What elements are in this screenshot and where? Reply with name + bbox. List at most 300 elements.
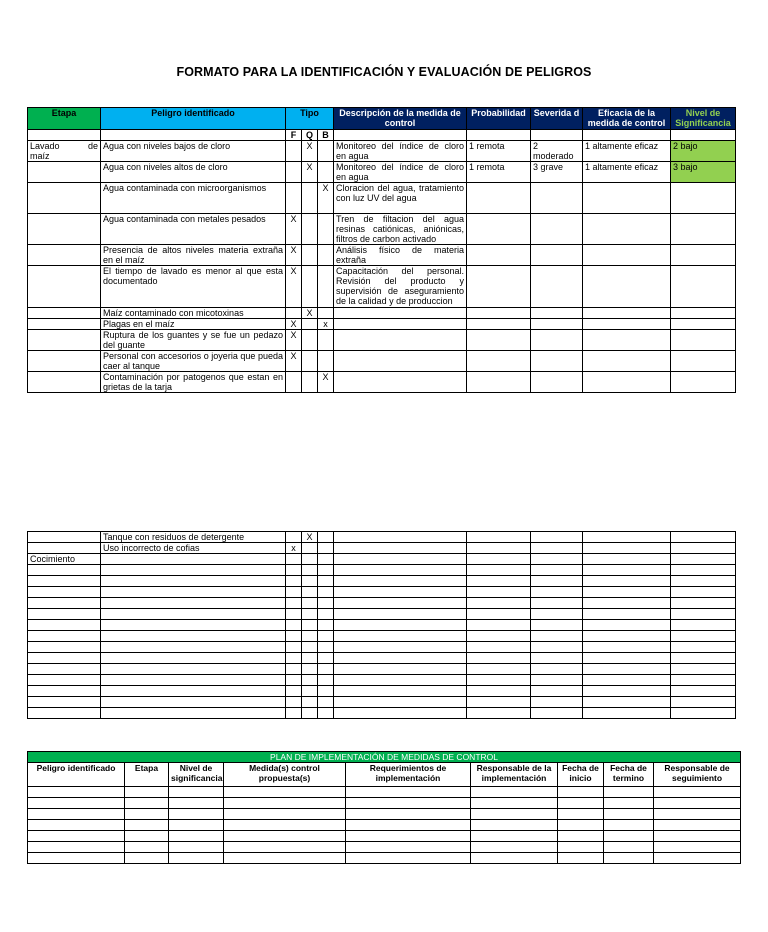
empty-cell bbox=[471, 831, 558, 842]
peligro-cell: Uso incorrecto de cofias bbox=[101, 543, 286, 554]
plan-header-cell: Requerimientos de implementación bbox=[346, 763, 471, 787]
empty-cell bbox=[467, 130, 531, 141]
eficacia-cell bbox=[583, 245, 671, 266]
empty-cell bbox=[28, 653, 101, 664]
empty-cell bbox=[101, 708, 286, 719]
empty-cell bbox=[302, 642, 318, 653]
empty-cell bbox=[28, 587, 101, 598]
implementation-plan-table bbox=[27, 751, 741, 864]
empty-cell bbox=[302, 653, 318, 664]
empty-cell bbox=[583, 620, 671, 631]
nivel-cell: 3 bajo bbox=[671, 162, 736, 183]
tipo-b-cell bbox=[318, 351, 334, 372]
table-row bbox=[28, 853, 741, 864]
tipo-q-cell bbox=[302, 214, 318, 245]
empty-cell bbox=[583, 686, 671, 697]
empty-cell bbox=[101, 554, 286, 565]
empty-cell bbox=[101, 675, 286, 686]
empty-cell bbox=[101, 130, 286, 141]
peligro-cell: Plagas en el maíz bbox=[101, 319, 286, 330]
empty-cell bbox=[28, 675, 101, 686]
tipo-f-cell: X bbox=[286, 266, 302, 308]
empty-cell bbox=[101, 598, 286, 609]
empty-cell bbox=[318, 653, 334, 664]
empty-cell bbox=[671, 631, 736, 642]
empty-cell bbox=[334, 653, 467, 664]
probabilidad-cell bbox=[467, 308, 531, 319]
empty-cell bbox=[531, 554, 583, 565]
empty-cell bbox=[334, 130, 467, 141]
empty-cell bbox=[28, 809, 125, 820]
empty-cell bbox=[583, 576, 671, 587]
empty-cell bbox=[671, 543, 736, 554]
probabilidad-cell bbox=[467, 319, 531, 330]
tipo-q-cell bbox=[302, 372, 318, 393]
empty-cell bbox=[286, 598, 302, 609]
etapa-cell bbox=[28, 162, 101, 183]
empty-cell bbox=[302, 620, 318, 631]
table-row bbox=[28, 664, 736, 675]
empty-cell bbox=[286, 675, 302, 686]
tipo-f-cell bbox=[286, 532, 302, 543]
empty-cell bbox=[531, 576, 583, 587]
eficacia-cell: 1 altamente eficaz bbox=[583, 141, 671, 162]
empty-cell bbox=[346, 798, 471, 809]
empty-cell bbox=[583, 642, 671, 653]
empty-cell bbox=[583, 130, 671, 141]
tipo-b-cell bbox=[318, 162, 334, 183]
empty-cell bbox=[671, 532, 736, 543]
empty-cell bbox=[318, 664, 334, 675]
etapa-cell bbox=[28, 319, 101, 330]
empty-cell bbox=[169, 831, 224, 842]
descripcion-cell bbox=[334, 372, 467, 393]
empty-cell bbox=[467, 532, 531, 543]
empty-cell bbox=[467, 642, 531, 653]
table-row bbox=[28, 697, 736, 708]
empty-cell bbox=[318, 565, 334, 576]
empty-cell bbox=[531, 697, 583, 708]
empty-cell bbox=[467, 664, 531, 675]
tipo-f-cell bbox=[286, 141, 302, 162]
empty-cell bbox=[169, 798, 224, 809]
empty-cell bbox=[671, 598, 736, 609]
empty-cell bbox=[318, 576, 334, 587]
empty-cell bbox=[531, 664, 583, 675]
tipo-f-cell bbox=[286, 372, 302, 393]
plan-header-cell: Peligro identificado bbox=[28, 763, 125, 787]
table-row bbox=[28, 554, 736, 565]
empty-cell bbox=[334, 675, 467, 686]
plan-header-cell: Responsable de seguimiento bbox=[654, 763, 741, 787]
empty-cell bbox=[334, 642, 467, 653]
tipo-b-cell bbox=[318, 532, 334, 543]
probabilidad-cell bbox=[467, 266, 531, 308]
page-title: FORMATO PARA LA IDENTIFICACIÓN Y EVALUACIÓN DE PELIGROS bbox=[176, 65, 592, 79]
table-row bbox=[28, 351, 736, 372]
etapa-cell bbox=[28, 351, 101, 372]
empty-cell bbox=[318, 642, 334, 653]
empty-cell bbox=[101, 664, 286, 675]
table-row bbox=[28, 631, 736, 642]
probabilidad-cell bbox=[467, 330, 531, 351]
empty-cell bbox=[531, 532, 583, 543]
empty-cell bbox=[654, 820, 741, 831]
tipo-f-cell: X bbox=[286, 351, 302, 372]
empty-cell bbox=[101, 653, 286, 664]
empty-cell bbox=[28, 853, 125, 864]
empty-cell bbox=[583, 697, 671, 708]
empty-cell bbox=[531, 653, 583, 664]
empty-cell bbox=[286, 664, 302, 675]
empty-cell bbox=[302, 609, 318, 620]
empty-cell bbox=[583, 565, 671, 576]
severidad-cell bbox=[531, 245, 583, 266]
empty-cell bbox=[101, 609, 286, 620]
empty-cell bbox=[334, 697, 467, 708]
etapa-cell bbox=[28, 245, 101, 266]
empty-cell bbox=[671, 686, 736, 697]
descripcion-cell: Análisis físico de materia extraña bbox=[334, 245, 467, 266]
etapa-cell bbox=[28, 330, 101, 351]
empty-cell bbox=[28, 787, 125, 798]
empty-cell bbox=[28, 576, 101, 587]
empty-cell bbox=[101, 642, 286, 653]
peligro-cell: Personal con accesorios o joyeria que pueda caer al tanque bbox=[101, 351, 286, 372]
table-row bbox=[28, 576, 736, 587]
empty-cell bbox=[471, 809, 558, 820]
empty-cell bbox=[101, 587, 286, 598]
header-peligro: Peligro identificado bbox=[101, 108, 286, 130]
empty-cell bbox=[558, 820, 604, 831]
empty-cell bbox=[583, 554, 671, 565]
empty-cell bbox=[28, 598, 101, 609]
empty-cell bbox=[302, 631, 318, 642]
tipo-f-cell: x bbox=[286, 543, 302, 554]
empty-cell bbox=[334, 576, 467, 587]
empty-cell bbox=[334, 532, 467, 543]
empty-cell bbox=[286, 686, 302, 697]
table-row bbox=[28, 565, 736, 576]
empty-cell bbox=[583, 598, 671, 609]
empty-cell bbox=[531, 587, 583, 598]
header-etapa: Etapa bbox=[28, 108, 101, 130]
etapa-cell bbox=[28, 532, 101, 543]
nivel-cell: 2 bajo bbox=[671, 141, 736, 162]
eficacia-cell bbox=[583, 214, 671, 245]
empty-cell bbox=[467, 686, 531, 697]
descripcion-cell bbox=[334, 319, 467, 330]
empty-cell bbox=[654, 787, 741, 798]
tipo-q-cell: X bbox=[302, 308, 318, 319]
empty-cell bbox=[346, 853, 471, 864]
severidad-cell: 3 grave bbox=[531, 162, 583, 183]
descripcion-cell: Monitoreo del índice de cloro en agua bbox=[334, 162, 467, 183]
empty-cell bbox=[286, 587, 302, 598]
empty-cell bbox=[583, 543, 671, 554]
tipo-b-cell bbox=[318, 543, 334, 554]
etapa-cell bbox=[28, 372, 101, 393]
empty-cell bbox=[671, 675, 736, 686]
empty-cell bbox=[318, 686, 334, 697]
tipo-q-cell: X bbox=[302, 532, 318, 543]
empty-cell bbox=[671, 620, 736, 631]
tipo-f-cell: X bbox=[286, 214, 302, 245]
empty-cell bbox=[286, 708, 302, 719]
empty-cell bbox=[558, 842, 604, 853]
empty-cell bbox=[101, 576, 286, 587]
hazard-table-continued bbox=[27, 531, 736, 719]
table-row bbox=[28, 620, 736, 631]
empty-cell bbox=[286, 642, 302, 653]
empty-cell bbox=[286, 565, 302, 576]
table-row bbox=[28, 598, 736, 609]
empty-cell bbox=[169, 853, 224, 864]
probabilidad-cell bbox=[467, 183, 531, 214]
empty-cell bbox=[471, 820, 558, 831]
plan-header-cell: Responsable de la implementación bbox=[471, 763, 558, 787]
tipo-b-cell: X bbox=[318, 372, 334, 393]
probabilidad-cell: 1 remota bbox=[467, 141, 531, 162]
etapa-cell bbox=[28, 141, 101, 162]
empty-cell bbox=[286, 697, 302, 708]
empty-cell bbox=[318, 708, 334, 719]
peligro-cell: El tiempo de lavado es menor al que esta documentado bbox=[101, 266, 286, 308]
plan-header-cell: Nivel de significancia bbox=[169, 763, 224, 787]
empty-cell bbox=[28, 842, 125, 853]
empty-cell bbox=[604, 820, 654, 831]
tipo-f-cell bbox=[286, 162, 302, 183]
empty-cell bbox=[28, 798, 125, 809]
empty-cell bbox=[302, 554, 318, 565]
empty-cell bbox=[318, 697, 334, 708]
empty-cell bbox=[286, 554, 302, 565]
peligro-cell: Presencia de altos niveles materia extraña en el maíz bbox=[101, 245, 286, 266]
probabilidad-cell: 1 remota bbox=[467, 162, 531, 183]
tipo-q-label: Q bbox=[302, 130, 318, 141]
empty-cell bbox=[224, 820, 346, 831]
table-row bbox=[28, 798, 741, 809]
empty-cell bbox=[467, 631, 531, 642]
empty-cell bbox=[28, 831, 125, 842]
empty-cell bbox=[583, 664, 671, 675]
eficacia-cell bbox=[583, 183, 671, 214]
empty-cell bbox=[467, 598, 531, 609]
empty-cell bbox=[28, 820, 125, 831]
empty-cell bbox=[28, 620, 101, 631]
tipo-b-label: B bbox=[318, 130, 334, 141]
hazard-table bbox=[27, 107, 736, 393]
severidad-cell bbox=[531, 330, 583, 351]
empty-cell bbox=[302, 708, 318, 719]
empty-cell bbox=[334, 554, 467, 565]
empty-cell bbox=[224, 842, 346, 853]
peligro-cell: Maíz contaminado con micotoxinas bbox=[101, 308, 286, 319]
empty-cell bbox=[169, 787, 224, 798]
empty-cell bbox=[125, 820, 169, 831]
empty-cell bbox=[125, 831, 169, 842]
empty-cell bbox=[318, 587, 334, 598]
tipo-f-cell bbox=[286, 308, 302, 319]
table-row bbox=[28, 587, 736, 598]
eficacia-cell bbox=[583, 351, 671, 372]
tipo-b-cell bbox=[318, 245, 334, 266]
empty-cell bbox=[531, 130, 583, 141]
tipo-q-cell bbox=[302, 543, 318, 554]
etapa-cell bbox=[28, 308, 101, 319]
probabilidad-cell bbox=[467, 245, 531, 266]
empty-cell bbox=[28, 664, 101, 675]
empty-cell bbox=[671, 565, 736, 576]
empty-cell bbox=[28, 708, 101, 719]
tipo-f-cell bbox=[286, 183, 302, 214]
empty-cell bbox=[531, 609, 583, 620]
empty-cell bbox=[467, 708, 531, 719]
empty-cell bbox=[346, 831, 471, 842]
tipo-f-cell: X bbox=[286, 330, 302, 351]
empty-cell bbox=[125, 853, 169, 864]
table-row bbox=[28, 183, 736, 214]
table-row bbox=[28, 245, 736, 266]
empty-cell bbox=[467, 620, 531, 631]
header-descripcion: Descripción de la medida de control bbox=[334, 108, 467, 130]
empty-cell bbox=[334, 708, 467, 719]
empty-cell bbox=[101, 697, 286, 708]
empty-cell bbox=[224, 853, 346, 864]
empty-cell bbox=[471, 842, 558, 853]
empty-cell bbox=[604, 853, 654, 864]
peligro-cell: Agua con niveles bajos de cloro bbox=[101, 141, 286, 162]
empty-cell bbox=[302, 576, 318, 587]
empty-cell bbox=[671, 554, 736, 565]
plan-header-cell: Medida(s) control propuesta(s) bbox=[224, 763, 346, 787]
table-row bbox=[28, 842, 741, 853]
tipo-q-cell bbox=[302, 266, 318, 308]
table-row bbox=[28, 162, 736, 183]
table-row bbox=[28, 708, 736, 719]
header-severidad: Severida d bbox=[531, 108, 583, 130]
eficacia-cell bbox=[583, 266, 671, 308]
empty-cell bbox=[224, 831, 346, 842]
tipo-b-cell bbox=[318, 308, 334, 319]
empty-cell bbox=[286, 576, 302, 587]
header-probabilidad: Probabilidad bbox=[467, 108, 531, 130]
empty-cell bbox=[531, 620, 583, 631]
header-tipo: Tipo bbox=[286, 108, 334, 130]
empty-cell bbox=[531, 708, 583, 719]
severidad-cell bbox=[531, 351, 583, 372]
etapa-text: Lavado bbox=[30, 141, 60, 151]
empty-cell bbox=[604, 842, 654, 853]
empty-cell bbox=[224, 787, 346, 798]
empty-cell bbox=[671, 697, 736, 708]
empty-cell bbox=[531, 686, 583, 697]
empty-cell bbox=[101, 565, 286, 576]
table-row bbox=[28, 675, 736, 686]
empty-cell bbox=[302, 587, 318, 598]
empty-cell bbox=[334, 609, 467, 620]
empty-cell bbox=[583, 587, 671, 598]
nivel-cell bbox=[671, 308, 736, 319]
tipo-f-cell: X bbox=[286, 245, 302, 266]
empty-cell bbox=[286, 653, 302, 664]
empty-cell bbox=[334, 664, 467, 675]
nivel-cell bbox=[671, 319, 736, 330]
empty-cell bbox=[28, 609, 101, 620]
plan-header-cell: Fecha de inicio bbox=[558, 763, 604, 787]
empty-cell bbox=[318, 620, 334, 631]
empty-cell bbox=[346, 809, 471, 820]
empty-cell bbox=[671, 130, 736, 141]
peligro-cell: Contaminación por patogenos que estan en grietas de la tarja bbox=[101, 372, 286, 393]
empty-cell bbox=[346, 820, 471, 831]
table-row bbox=[28, 319, 736, 330]
empty-cell bbox=[467, 587, 531, 598]
tipo-b-cell bbox=[318, 141, 334, 162]
eficacia-cell bbox=[583, 330, 671, 351]
probabilidad-cell bbox=[467, 351, 531, 372]
severidad-cell bbox=[531, 214, 583, 245]
empty-cell bbox=[318, 675, 334, 686]
table-row bbox=[28, 372, 736, 393]
table-row bbox=[28, 609, 736, 620]
descripcion-cell: Cloracion del agua, tratamiento con luz UV del agua bbox=[334, 183, 467, 214]
tipo-q-cell bbox=[302, 330, 318, 351]
header-nivel: Nivel de Significancia bbox=[671, 108, 736, 130]
table-row bbox=[28, 831, 741, 842]
severidad-cell bbox=[531, 319, 583, 330]
peligro-cell: Agua contaminada con microorganismos bbox=[101, 183, 286, 214]
empty-cell bbox=[671, 642, 736, 653]
empty-cell bbox=[531, 565, 583, 576]
etapa-cell bbox=[28, 183, 101, 214]
empty-cell bbox=[467, 543, 531, 554]
hazard-table-body bbox=[28, 141, 736, 393]
empty-cell bbox=[654, 853, 741, 864]
etapa-cell bbox=[28, 214, 101, 245]
table-row bbox=[28, 330, 736, 351]
nivel-cell bbox=[671, 351, 736, 372]
empty-cell bbox=[224, 798, 346, 809]
empty-cell bbox=[654, 809, 741, 820]
empty-cell bbox=[467, 576, 531, 587]
tipo-q-cell bbox=[302, 183, 318, 214]
nivel-cell bbox=[671, 183, 736, 214]
empty-cell bbox=[28, 642, 101, 653]
empty-cell bbox=[467, 554, 531, 565]
eficacia-cell bbox=[583, 372, 671, 393]
empty-cell bbox=[671, 609, 736, 620]
descripcion-cell bbox=[334, 330, 467, 351]
tipo-b-cell: X bbox=[318, 183, 334, 214]
empty-cell bbox=[467, 609, 531, 620]
empty-cell bbox=[671, 653, 736, 664]
plan-header-cell: Fecha de termino bbox=[604, 763, 654, 787]
etapa-cell bbox=[28, 543, 101, 554]
table-row bbox=[28, 653, 736, 664]
tipo-f-cell: X bbox=[286, 319, 302, 330]
empty-cell bbox=[671, 576, 736, 587]
tipo-q-cell bbox=[302, 319, 318, 330]
descripcion-cell: Tren de filtacion del agua resinas catiónicas, aniónicas, filtros de carbon activado bbox=[334, 214, 467, 245]
nivel-cell bbox=[671, 330, 736, 351]
empty-cell bbox=[346, 842, 471, 853]
peligro-cell: Tanque con residuos de detergente bbox=[101, 532, 286, 543]
tipo-q-cell: X bbox=[302, 141, 318, 162]
severidad-cell bbox=[531, 308, 583, 319]
empty-cell bbox=[169, 809, 224, 820]
probabilidad-cell bbox=[467, 372, 531, 393]
